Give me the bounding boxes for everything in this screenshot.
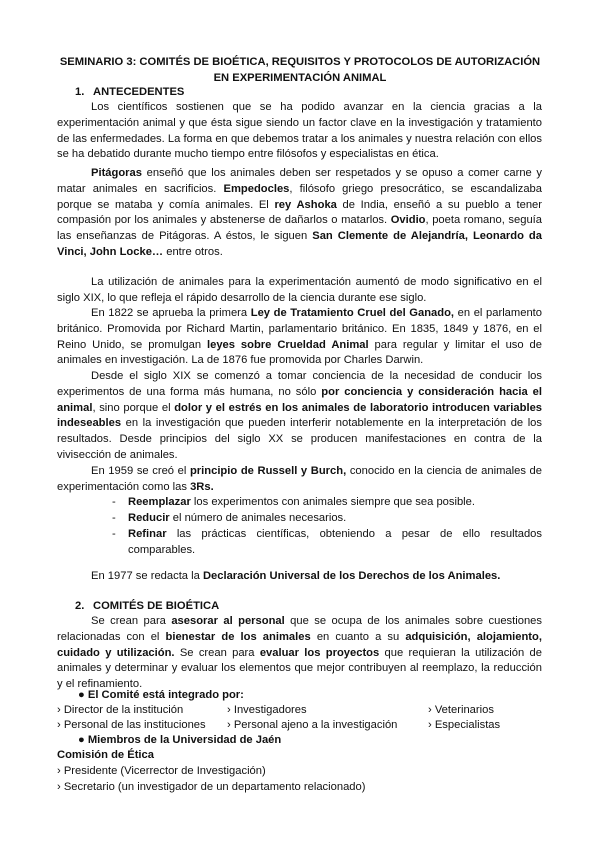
member-director: › Director de la institución (57, 704, 184, 716)
text-segment: enseñó que los animales deben ser respetados y se opuso a comer carne y matar animales en sacrificios. (57, 167, 542, 195)
term-adquisicion: adquisición, alojamiento, cuidado y utilización. (57, 630, 542, 659)
term-bienestar: bienestar de los animales (165, 630, 311, 643)
text-segment: en la investigación que pueden interferir notablemente en la interpretación de los resultados. Desde principios del siglo XX se producen manifestaciones en contra de la vivisección de animales. (57, 417, 542, 461)
text-segment: de India, enseñó a su pueblo a tener compasión por los animales y abstenerse de dañarlos o matarlos. (57, 198, 542, 227)
list-item-reducir (112, 511, 542, 527)
paragraph-1977 (57, 569, 542, 585)
term-reducir: Reducir (128, 512, 170, 524)
member-investigadores: › Investigadores (227, 704, 307, 716)
list-text: el número de animales necesarios. (169, 512, 347, 524)
term-empedocles: Empedocles (223, 182, 290, 195)
text-segment: Se crean para (91, 615, 172, 627)
text-segment: que se ocupa de los animales sobre cuestiones relacionadas con el (57, 615, 542, 643)
term-russell-burch: principio de Russell y Burch, (189, 465, 347, 477)
document-title (52, 55, 548, 86)
term-pitagoras: Pitágoras (91, 167, 142, 179)
text-segment: entre otros. (163, 245, 223, 258)
list-text: las prácticas científicas, obteniendo a pesar de ello resultados comparables. (128, 528, 542, 556)
text-segment: En 1959 se creó el (91, 465, 190, 477)
paragraph-philosophers (57, 166, 542, 261)
paragraph-1822-law (57, 306, 542, 369)
bullet-university-members: ● Miembros de la Universidad de Jaén (78, 734, 282, 746)
paragraph-committees (57, 614, 542, 693)
term-followers: San Clemente de Alejandría, Leonardo da Vinci, John Locke… (57, 230, 542, 258)
term-crueldad-animal: leyes sobre Crueldad Animal (206, 338, 369, 351)
text-segment: para regular y limitar el uso de animales en investigación. La de 1876 fue promovida por Charles Darwin. (57, 338, 542, 367)
member-personal-ajeno: › Personal ajeno a la investigación (227, 719, 398, 731)
list-text: los experimentos con animales siempre que sea posible. (190, 496, 476, 508)
list-dash: - (112, 496, 116, 508)
text-segment: , poeta romano, seguía las enseñanzas de Pitágoras. A éstos, le siguen (57, 214, 542, 243)
term-ashoka: rey Ashoka (274, 198, 337, 211)
members-row-2 (57, 718, 542, 734)
comision-heading: Comisión de Ética (57, 749, 154, 761)
text-segment: Desde el siglo XIX se comenzó a tomar conciencia de la necesidad de conducir los experimentos de una forma más humana, no sólo (57, 370, 542, 398)
text-segment: En 1822 se aprueba la primera (91, 307, 251, 319)
bullet-committee-members: ● El Comité está integrado por: (78, 689, 244, 701)
section-1-number: 1. (75, 86, 85, 98)
term-asesorar: asesorar al personal (171, 615, 285, 627)
text-segment: , filósofo griego presocrático, se escandalizaba porque se mataba y comía animales. El (57, 182, 542, 211)
term-dolor-estres: dolor y el estrés en los animales de laboratorio introducen variables indeseables (57, 401, 543, 430)
member-veterinarios: › Veterinarios (428, 704, 494, 716)
term-refinar: Refinar (128, 528, 167, 540)
members-row-1 (57, 703, 542, 719)
section-2-heading: COMITÉS DE BIOÉTICA (93, 600, 220, 612)
text-segment: en cuanto a su (310, 630, 406, 643)
paragraph-xix-century: La utilización de animales para la experimentación aumentó de modo significativo en el siglo XIX, lo que refleja el rápido desarrollo de la ciencia durante ese siglo. (57, 276, 542, 304)
term-evaluar: evaluar los proyectos (259, 646, 380, 659)
member-especialistas: › Especialistas (428, 719, 501, 731)
term-3rs: 3Rs. (190, 480, 214, 493)
text-segment: conocido en la ciencia de animales de experimentación como las (57, 465, 542, 493)
list-item-reemplazar (112, 495, 542, 511)
paragraph-conscience (57, 369, 542, 464)
list-dash: - (112, 528, 116, 540)
section-1-heading: ANTECEDENTES (93, 86, 185, 98)
role-secretario: › Secretario (un investigador de un departamento relacionado) (57, 781, 366, 793)
list-item-refinar (112, 527, 542, 559)
role-presidente: › Presidente (Vicerrector de Investigación) (57, 765, 266, 777)
member-personal-instituciones: › Personal de las instituciones (57, 719, 206, 731)
term-ley-ganado: Ley de Tratamiento Cruel del Ganado, (250, 307, 455, 319)
text-segment: En 1977 se redacta la (91, 570, 203, 582)
text-segment: Se crean para (174, 646, 260, 659)
list-dash: - (112, 512, 116, 524)
paragraph-intro: Los científicos sostienen que se ha podido avanzar en la ciencia gracias a la experimentación animal y que ésta sigue siendo un factor clave en la investigación y tratamiento de las enfermedades. La forma en que debemos tratar a los animales y nuestra relación con ellos se ha debatido durante mucho tiempo entre filósofos y especialistas en ética. (57, 101, 542, 161)
paragraph-russell-burch (57, 464, 542, 496)
term-reemplazar: Reemplazar (128, 496, 191, 508)
term-conciencia: por conciencia y consideración hacia el animal (57, 385, 542, 414)
text-segment: , sino porque el (92, 401, 175, 414)
term-declaracion: Declaración Universal de los Derechos de los Animales. (202, 570, 501, 582)
term-ovidio: Ovidio (390, 214, 426, 227)
section-2-number: 2. (75, 600, 85, 612)
text-segment: en el parlamento británico. Promovida por Richard Martin, parlamentario británico. En 1835, 1849 y 1876, en el Reino Unido, se promulgan (57, 307, 542, 351)
title-line-2: EN EXPERIMENTACIÓN ANIMAL (213, 71, 387, 84)
title-line-1: SEMINARIO 3: COMITÉS DE BIOÉTICA, REQUISITOS Y PROTOCOLOS DE AUTORIZACIÓN (59, 56, 541, 68)
text-segment: que requieran la utilización de animales y determinar y evaluar los elementos que mejor contribuyen al reemplazo, la reducción y el refinamiento. (57, 646, 542, 691)
